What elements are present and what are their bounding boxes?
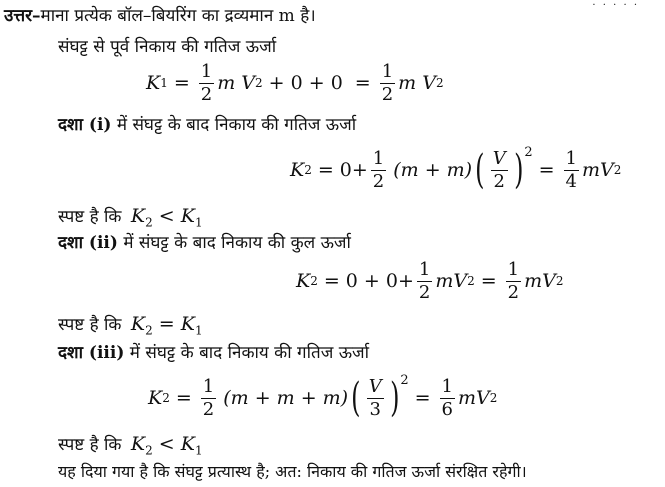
case1-text: में संघट्ट के बाद निकाय की गतिज ऊर्जा — [116, 115, 357, 135]
frac-num: 1 — [381, 60, 394, 82]
eq-c2-frac-2 — [506, 260, 521, 303]
case1-heading — [58, 115, 356, 135]
case3-label: दशा (iii) — [58, 343, 125, 363]
eq-c1-frac — [371, 149, 386, 192]
frac-num: 1 — [200, 60, 213, 82]
eq-c2-equals: = — [323, 270, 340, 292]
eq-c3-pfrac — [367, 377, 384, 420]
conclusion-text: स्पष्ट है कि — [58, 315, 122, 335]
equation-case2: K 2 = 0 + 0+ $\frac{1}{2}$ mV 2 = $\frac{1}{2}$ mV 2 — [296, 258, 564, 303]
frac-num: 1 — [202, 375, 215, 397]
eq-c2-term: mV — [435, 270, 468, 292]
frac-num: 1 — [372, 147, 385, 169]
conclusion-relation: < K — [152, 205, 195, 227]
case2-label: दशा (ii) — [58, 233, 118, 253]
final-statement: यह दिया गया है कि संघट्ट प्रत्यास्थ है; अत: निकाय की गतिज ऊर्जा संरक्षित रहेगी। — [58, 462, 527, 481]
conclusion-sub-1: 2 — [145, 215, 153, 230]
frac-den: 6 — [441, 398, 453, 420]
conclusion-sub-1: 2 — [145, 443, 153, 458]
eq-c2-zeros: 0 + 0+ — [345, 270, 414, 292]
eq-c1-lhs: K — [290, 159, 305, 181]
conclusion-sub-1: 2 — [145, 323, 153, 338]
top-mark: · · · · · — [592, 0, 639, 11]
conclusion-text: स्पष्ट है कि — [58, 207, 122, 227]
conclusion-k: K — [130, 205, 146, 227]
case3-text: में संघट्ट के बाद निकाय की गतिज ऊर्जा — [129, 343, 370, 363]
eq-c2-term-2: mV — [524, 270, 556, 292]
eq-k1-frac-2 — [380, 62, 395, 105]
conclusion-text: स्पष्ट है कि — [58, 435, 122, 455]
conclusion-sub-2: 1 — [194, 443, 203, 458]
eq-c1-mass: (m + m) — [393, 159, 473, 181]
eq-c2-frac — [417, 260, 432, 303]
frac-num: V — [368, 375, 382, 397]
conclusion-sub-2: 1 — [194, 215, 203, 230]
intro-text: माना प्रत्येक बॉल–बियरिंग का द्रव्यमान m है। — [40, 6, 316, 26]
frac-den: 2 — [381, 83, 394, 105]
frac-num: 1 — [565, 147, 577, 169]
frac-den: 3 — [369, 398, 381, 420]
frac-den: 4 — [565, 170, 577, 192]
case1-label: दशा (i) — [58, 115, 112, 135]
conclusion-relation: < K — [152, 433, 195, 455]
eq-c2-equals-2: = — [480, 270, 497, 292]
eq-c3-rfrac — [440, 377, 455, 420]
eq-k1-equals-2: = — [354, 72, 371, 94]
eq-c3-frac — [201, 377, 216, 420]
equation-case3: K 2 = $\frac{1}{2}$ (m + m + m) ( $\frac{V}{3}$ ) 2 = $\frac{1}{6}$ mV 2 — [148, 372, 498, 421]
case2-text: में संघट्ट के बाद निकाय की कुल ऊर्जा — [123, 233, 351, 253]
frac-den: 2 — [418, 281, 431, 303]
eq-c3-equals: = — [175, 387, 192, 409]
eq-c1-equals-2: = — [538, 159, 555, 181]
eq-k1-equals: = — [173, 72, 190, 94]
eq-c1-pfrac — [491, 149, 508, 192]
frac-den: 2 — [202, 398, 215, 420]
eq-c2-lhs: K — [296, 270, 311, 292]
case1-conclusion — [58, 205, 203, 230]
case3-conclusion — [58, 433, 203, 458]
case2-conclusion — [58, 313, 203, 338]
frac-den: 2 — [372, 170, 385, 192]
eq-c3-paren: ( $\frac{V}{3}$ ) 2 — [351, 372, 409, 421]
equation-case1: K 2 = 0+ $\frac{1}{2}$ (m + m) ( $\frac{V}{2}$ ) 2 = $\frac{1}{4}$ mV 2 — [290, 144, 622, 193]
eq-k1-term-2: m V — [398, 72, 436, 94]
conclusion-k: K — [130, 313, 146, 335]
eq-k1-lhs: K — [146, 72, 161, 94]
conclusion-k: K — [130, 433, 146, 455]
frac-num: 1 — [418, 258, 431, 280]
frac-den: 2 — [200, 83, 213, 105]
frac-num: V — [492, 147, 506, 169]
conclusion-sub-2: 1 — [194, 323, 203, 338]
case3-heading — [58, 343, 369, 363]
eq-c3-pow: 2 — [400, 372, 409, 388]
intro-line — [4, 6, 316, 26]
frac-num: 1 — [507, 258, 520, 280]
equation-k1: K 1 = $\frac{1}{2}$ m V 2 + 0 + 0 = $\frac{1}{2}$ m V 2 — [146, 60, 444, 105]
eq-k1-term: m V — [217, 72, 255, 94]
case2-heading — [58, 233, 351, 253]
frac-den: 2 — [507, 281, 520, 303]
eq-c3-equals-2: = — [414, 387, 431, 409]
frac-num: 1 — [441, 375, 453, 397]
eq-c3-mass: (m + m + m) — [223, 387, 349, 409]
frac-den: 2 — [493, 170, 505, 192]
eq-c1-zero-plus: 0+ — [339, 159, 368, 181]
eq-c1-pow: 2 — [524, 144, 533, 160]
answer-label: उत्तर– — [4, 6, 41, 26]
eq-c1-rfrac — [564, 149, 579, 192]
eq-k1-zeros: + 0 + 0 — [268, 72, 343, 94]
eq-k1-frac — [199, 62, 214, 105]
eq-c1-result: mV — [581, 159, 614, 181]
eq-c1-equals: = — [317, 159, 334, 181]
pre-collision-text: संघट्ट से पूर्व निकाय की गतिज ऊर्जा — [58, 37, 277, 57]
eq-c1-paren: ( $\frac{V}{2}$ ) 2 — [475, 144, 533, 193]
conclusion-relation: = K — [152, 313, 195, 335]
eq-c3-result: mV — [457, 387, 490, 409]
eq-c3-lhs: K — [148, 387, 163, 409]
